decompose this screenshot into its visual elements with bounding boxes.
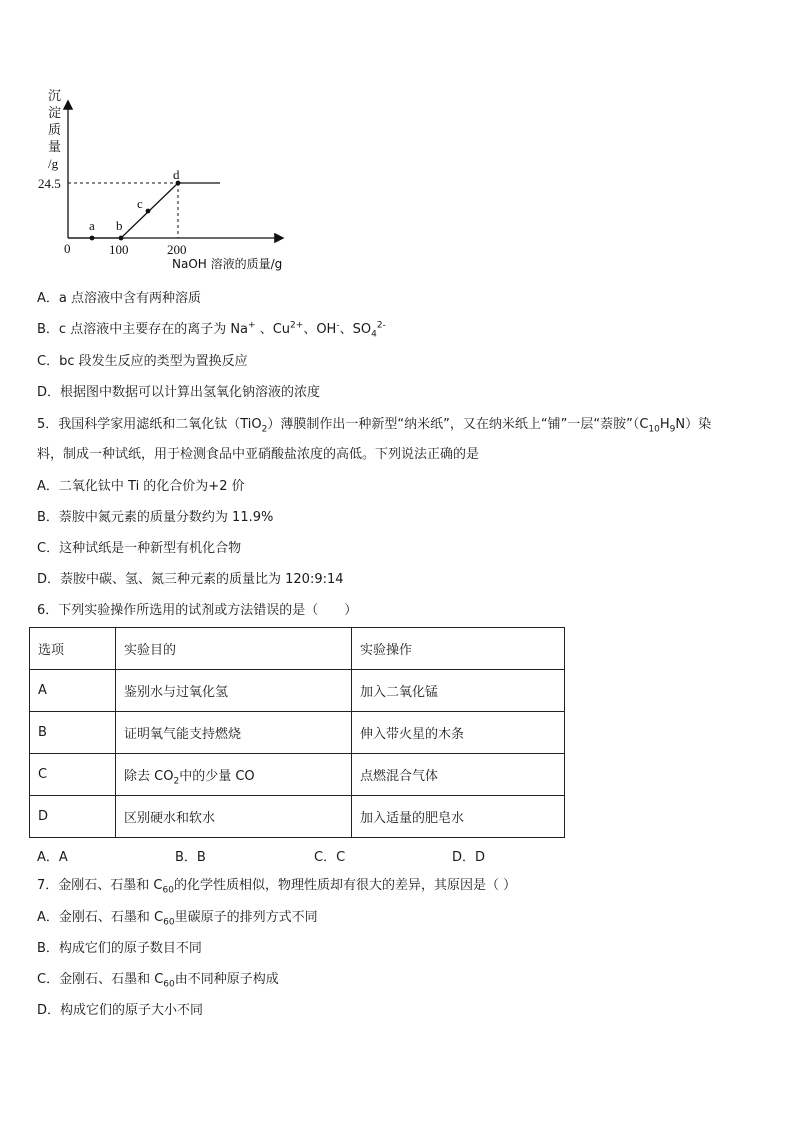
q5-stem-text-1: 5．我国科学家用滤纸和二氧化钛（TiO	[37, 417, 262, 432]
y-axis-label-3: 质	[48, 123, 62, 138]
y-axis-label-4: 量	[48, 140, 62, 155]
q4-b-so-subscript: 4	[371, 329, 377, 340]
q7-option-c-text-1: C．金刚石、石墨和 C	[37, 972, 164, 987]
y-axis-label-1: 沉	[48, 89, 62, 104]
table-row	[30, 796, 565, 838]
y-axis-label-5: /g	[48, 156, 59, 171]
q7-option-d: D．构成它们的原子大小不同	[37, 1003, 204, 1018]
q4-option-b-text-1: B．c 点溶液中主要存在的离子为 Na	[37, 322, 249, 337]
q5-tio2-subscript: 2	[261, 424, 268, 435]
q6-stem: 6．下列实验操作所选用的试剂或方法错误的是（ ）	[37, 603, 358, 618]
header-operation: 实验操作	[352, 628, 565, 670]
x-axis-label: NaOH 溶液的质量/g	[172, 257, 283, 271]
row-b-purpose: 证明氧气能支持燃烧	[116, 712, 352, 754]
q4-option-b-text-4: 、SO	[339, 322, 372, 337]
point-a-label: a	[89, 218, 95, 233]
row-b-operation: 伸入带火星的木条	[352, 712, 565, 754]
q5-c-subscript: 10	[648, 424, 660, 435]
row-c-purpose	[116, 754, 352, 796]
row-d-purpose: 区别硬水和软水	[116, 796, 352, 838]
q5-option-a: A．二氧化钛中 Ti 的化合价为+2 价	[37, 479, 245, 494]
q7-option-a-text-1: A．金刚石、石墨和 C	[37, 910, 164, 925]
q4-option-c: C．bc 段发生反应的类型为置换反应	[37, 354, 248, 369]
q6-table	[29, 627, 565, 838]
point-b-marker	[119, 236, 124, 241]
q7-c60-subscript: 60	[162, 885, 174, 896]
x-tick-200: 200	[167, 242, 187, 257]
row-c-purpose-text-2: 中的少量 CO	[179, 769, 255, 784]
x-tick-100: 100	[109, 242, 129, 257]
q5-h-subscript: 9	[669, 424, 676, 435]
q4-option-d: D．根据图中数据可以计算出氢氧化钠溶液的浓度	[37, 385, 321, 400]
point-a-marker	[90, 236, 95, 241]
q4-b-so-charge: 2-	[376, 320, 386, 331]
q7-option-c-text-2: 由不同种原子构成	[174, 972, 279, 987]
table-row	[30, 670, 565, 712]
q4-option-b	[37, 321, 386, 339]
q5-option-c: C．这种试纸是一种新型有机化合物	[37, 541, 242, 556]
q6-answer-d: D．D	[452, 850, 486, 865]
row-c-co2-subscript: 2	[173, 776, 180, 787]
y-axis-label-2: 淀	[48, 106, 62, 121]
q6-answer-b: B．B	[175, 850, 206, 865]
q7-c-c60-subscript: 60	[163, 979, 175, 990]
q7-a-c60-subscript: 60	[163, 917, 175, 928]
q7-option-b: B．构成它们的原子数目不同	[37, 941, 202, 956]
point-c-marker	[146, 209, 151, 214]
origin-label: 0	[64, 241, 71, 256]
q4-option-a: A．a 点溶液中含有两种溶质	[37, 291, 201, 306]
header-purpose: 实验目的	[116, 628, 352, 670]
q4-option-b-text-2: 、Cu	[255, 322, 291, 337]
row-c-option: C	[30, 754, 116, 796]
q4-option-b-text-3: 、OH	[303, 322, 337, 337]
q7-stem	[37, 877, 516, 895]
q5-stem-text-2: ）薄膜制作出一种新型“纳米纸”，又在纳米纸上“铺”一层“萘胺”（C	[267, 417, 649, 432]
header-option: 选项	[30, 628, 116, 670]
precipitate-mass-chart	[30, 80, 310, 275]
row-c-purpose-text-1: 除去 CO	[124, 769, 174, 784]
q5-option-b: B．萘胺中氮元素的质量分数约为 11.9%	[37, 510, 274, 525]
q4-b-na-charge: +	[248, 320, 256, 331]
y-tick-label: 24.5	[38, 176, 61, 191]
q7-stem-text-1: 7．金刚石、石墨和 C	[37, 878, 163, 893]
q7-option-a-text-2: 里碳原子的排列方式不同	[174, 910, 318, 925]
table-row	[30, 754, 565, 796]
q4-b-oh-charge: -	[336, 320, 340, 331]
row-b-option: B	[30, 712, 116, 754]
q6-answer-a: A．A	[37, 850, 68, 865]
q5-option-d: D．萘胺中碳、氢、氮三种元素的质量比为 120:9:14	[37, 572, 344, 587]
table-row	[30, 712, 565, 754]
row-a-operation: 加入二氧化锰	[352, 670, 565, 712]
row-c-operation: 点燃混合气体	[352, 754, 565, 796]
q7-stem-text-2: 的化学性质相似，物理性质却有很大的差异，其原因是（ ）	[173, 878, 517, 893]
q7-option-c	[37, 971, 279, 989]
q5-stem-line1	[37, 416, 711, 434]
point-c-label: c	[137, 196, 143, 211]
q4-b-cu-charge: 2+	[290, 320, 304, 331]
row-a-option: A	[30, 670, 116, 712]
row-d-operation: 加入适量的肥皂水	[352, 796, 565, 838]
row-a-purpose: 鉴别水与过氧化氢	[116, 670, 352, 712]
point-b-label: b	[116, 218, 123, 233]
q5-stem-text-3: H	[659, 417, 670, 432]
q6-answer-c: C．C	[314, 850, 346, 865]
q7-option-a	[37, 909, 318, 927]
q5-stem-line2: 料，制成一种试纸，用于检测食品中亚硝酸盐浓度的高低。下列说法正确的是	[37, 447, 480, 462]
point-d-label: d	[173, 167, 180, 182]
row-d-option: D	[30, 796, 116, 838]
table-header-row	[30, 628, 565, 670]
q5-stem-text-4: N）染	[675, 417, 712, 432]
